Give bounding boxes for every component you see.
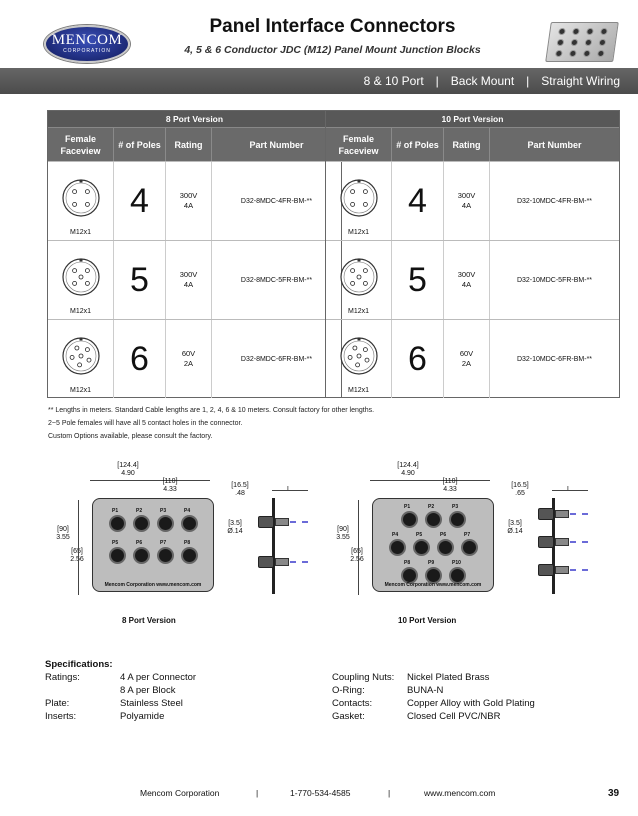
column-headers	[326, 127, 619, 161]
port-connector	[133, 547, 150, 564]
pole-count: 5	[392, 241, 444, 319]
port-connector	[181, 547, 198, 564]
panel-plate: P1 P2 P3 P4 P5 P6 P7 P8 Mencom Corporation www.mencom.com	[92, 498, 214, 592]
port-connector	[401, 511, 418, 528]
thumb-port-dot	[584, 39, 592, 46]
drawing-8-label: 8 Port Version	[122, 616, 176, 625]
side-connector	[258, 516, 274, 528]
specs-left: Specifications: Ratings: 4 A per Connector 8 A per Block Plate: Stainless Steel Inserts: Polyamide	[45, 659, 197, 722]
dim-length: L	[287, 486, 291, 493]
port-connector	[133, 515, 150, 532]
dim-height: [90] 3.55	[56, 526, 70, 541]
part-number: D32-8MDC-5FR-BM-**	[240, 276, 313, 284]
table-10-port	[325, 110, 620, 398]
dim-length: L	[567, 486, 571, 493]
drawing-10-label: 10 Port Version	[398, 616, 457, 625]
pole-count: 4	[114, 162, 166, 240]
rating: 60V 2A	[166, 320, 212, 398]
side-wire	[570, 541, 588, 543]
side-connector	[538, 508, 554, 520]
spec-row: O-Ring: BUNA-N	[332, 685, 444, 696]
spec-row: Coupling Nuts: Nickel Plated Brass	[332, 672, 490, 683]
side-wire	[290, 561, 308, 563]
connector-faceview-icon	[339, 336, 379, 376]
dim-inner-height: [65] 2.56	[350, 548, 364, 563]
dim-width: [124.4] 4.90	[117, 462, 139, 477]
port-connector	[449, 511, 466, 528]
thumb-port-dot	[586, 28, 594, 35]
port-connector	[181, 515, 198, 532]
connector-faceview-icon	[61, 178, 101, 218]
pole-count: 4	[392, 162, 444, 240]
dim-inner: [110] 4.33	[162, 478, 178, 493]
table-row: M12x1 6 60V 2A D32-8MDC-6FR-BM-**	[48, 319, 341, 398]
footer-company: Mencom Corporation	[140, 788, 220, 798]
pole-count: 6	[392, 320, 444, 398]
dim-height: [90] 3.55	[336, 526, 350, 541]
port-connector	[389, 539, 406, 556]
product-photo	[545, 22, 619, 62]
port-connector	[413, 539, 430, 556]
rating: 300V 4A	[166, 241, 212, 319]
column-header: # of Poles	[392, 128, 444, 161]
column-header: Rating	[444, 128, 490, 161]
notes: ** Lengths in meters. Standard Cable lengths are 1, 2, 4, 6 & 10 meters. Consult factory for other lengths. 2~5 Pole females will have all 5 contact holes in the connector. Custom Options available, please consult the factory.	[48, 407, 375, 440]
part-number: D32-10MDC-5FR-BM-**	[516, 276, 593, 284]
table-title: 8 Port Version	[48, 111, 341, 127]
thumb-port-dot	[570, 39, 578, 46]
table-title: 10 Port Version	[326, 111, 619, 127]
port-connector	[109, 547, 126, 564]
specs-right	[332, 671, 535, 723]
dim-depth: [16.5] .65	[511, 482, 529, 497]
dim-depth: [16.5] .48	[231, 482, 249, 497]
thumb-port-dot	[558, 28, 566, 35]
port-connector	[437, 539, 454, 556]
spec-row: Contacts: Copper Alloy with Gold Plating	[332, 698, 535, 709]
thumb-port-dot	[583, 50, 591, 57]
table-8-port	[47, 110, 342, 398]
rating: 300V 4A	[444, 241, 490, 319]
panel-plate: P1 P2 P3 P4 P5 P6 P7 P8 P9 P10 Mencom Corporation www.mencom.com	[372, 498, 494, 592]
spec-row: Plate: Stainless Steel	[45, 698, 183, 709]
part-number: D32-8MDC-6FR-BM-**	[240, 355, 313, 363]
dim-inner: [110] 4.33	[442, 478, 458, 493]
thumb-port-dot	[597, 50, 605, 57]
part-number: D32-10MDC-4FR-BM-**	[516, 197, 593, 205]
connector-faceview-icon	[339, 178, 379, 218]
side-connector	[538, 536, 554, 548]
feature-banner: 8 & 10 Port | Back Mount | Straight Wiring	[0, 68, 638, 94]
spec-row: 8 A per Block	[120, 685, 176, 696]
spec-row: Ratings: 4 A per Connector	[45, 672, 197, 683]
table-row: M12x1 5 300V 4A D32-10MDC-5FR-BM-**	[326, 240, 619, 319]
part-number: D32-8MDC-4FR-BM-**	[240, 197, 313, 205]
page-subtitle: 4, 5 & 6 Conductor JDC (M12) Panel Mount Junction Blocks	[184, 44, 481, 56]
column-header: # of Poles	[114, 128, 166, 161]
table-row: M12x1 4 300V 4A D32-8MDC-4FR-BM-**	[48, 161, 341, 240]
column-header: Part Number	[527, 139, 582, 150]
dim-inner-height: [65] 2.56	[70, 548, 84, 563]
drawing-10-port	[330, 462, 590, 632]
thumb-port-dot	[555, 50, 563, 57]
column-headers	[48, 127, 341, 161]
thumb-port-dot	[598, 39, 606, 46]
footer-web: www.mencom.com	[424, 788, 496, 798]
thumb-port-dot	[572, 28, 580, 35]
column-header: Rating	[166, 128, 212, 161]
footer-phone: 1-770-534-4585	[290, 788, 351, 798]
connector-faceview-icon	[61, 336, 101, 376]
page-number: 39	[608, 788, 620, 799]
column-header: Part Number	[249, 139, 304, 150]
mencom-logo: MENCOM CORPORATION	[44, 25, 130, 63]
dim-hole: [3.5] Ø.14	[227, 520, 243, 535]
thumb-port-dot	[556, 39, 564, 46]
side-connector	[258, 556, 274, 568]
port-connector	[109, 515, 126, 532]
spec-row: Gasket: Closed Cell PVC/NBR	[332, 711, 501, 722]
side-wire	[290, 521, 308, 523]
table-row: M12x1 5 300V 4A D32-8MDC-5FR-BM-**	[48, 240, 341, 319]
column-header: Female Faceview	[326, 128, 392, 161]
connector-faceview-icon	[339, 257, 379, 297]
thumb-port-dot	[569, 50, 577, 57]
column-header: Female Faceview	[48, 128, 114, 161]
page-title: Panel Interface Connectors	[209, 16, 456, 37]
port-connector	[461, 539, 478, 556]
dim-width: [124.4] 4.90	[397, 462, 419, 477]
table-row: M12x1 6 60V 2A D32-10MDC-6FR-BM-**	[326, 319, 619, 398]
pole-count: 5	[114, 241, 166, 319]
port-connector	[157, 515, 174, 532]
part-number: D32-10MDC-6FR-BM-**	[516, 355, 593, 363]
spec-row: Inserts: Polyamide	[45, 711, 165, 722]
side-view-plate	[272, 498, 275, 594]
side-wire	[570, 569, 588, 571]
rating: 60V 2A	[444, 320, 490, 398]
table-row: M12x1 4 300V 4A D32-10MDC-4FR-BM-**	[326, 161, 619, 240]
thumb-port-dot	[600, 28, 608, 35]
connector-faceview-icon	[61, 257, 101, 297]
dim-hole: [3.5] Ø.14	[507, 520, 523, 535]
side-wire	[570, 513, 588, 515]
rating: 300V 4A	[166, 162, 212, 240]
port-connector	[425, 511, 442, 528]
drawing-8-port	[50, 462, 310, 632]
port-connector	[157, 547, 174, 564]
side-connector	[538, 564, 554, 576]
pole-count: 6	[114, 320, 166, 398]
rating: 300V 4A	[444, 162, 490, 240]
